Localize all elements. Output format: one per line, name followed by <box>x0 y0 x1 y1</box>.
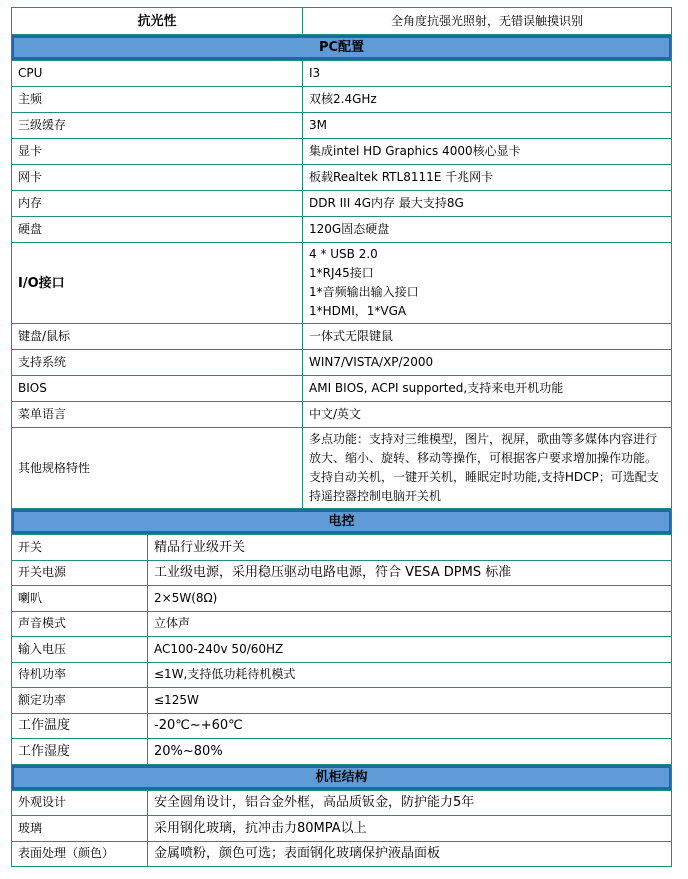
row-label: 外观设计 <box>12 790 148 816</box>
row-label: 硬盘 <box>12 217 303 243</box>
row-value: 20%~80% <box>148 739 672 765</box>
row-value: -20℃~+60℃ <box>148 713 672 739</box>
header-label: 抗光性 <box>12 8 303 35</box>
spec-sheet <box>11 7 672 867</box>
row-label: BIOS <box>12 376 303 402</box>
table-row <box>12 350 672 376</box>
row-value: 双核2.4GHz <box>303 87 672 113</box>
row-value: 中文/英文 <box>303 402 672 428</box>
row-value: 120G固态硬盘 <box>303 217 672 243</box>
row-value: ≤125W <box>148 688 672 714</box>
table-row <box>12 688 672 714</box>
table-row <box>12 560 672 586</box>
row-label: 待机功率 <box>12 662 148 688</box>
header-row <box>12 8 672 35</box>
row-value: 立体声 <box>148 611 672 637</box>
table-row <box>12 841 672 867</box>
table-row <box>12 637 672 663</box>
row-label: 输入电压 <box>12 637 148 663</box>
table-row <box>12 139 672 165</box>
row-label: 主频 <box>12 87 303 113</box>
row-value: 工业级电源，采用稳压驱动电路电源，符合 VESA DPMS 标准 <box>148 560 672 586</box>
table-row <box>12 61 672 87</box>
row-label: 三级缓存 <box>12 113 303 139</box>
table-row <box>12 87 672 113</box>
row-label: 显卡 <box>12 139 303 165</box>
section-pc <box>12 35 672 61</box>
section-pc-title: PC配置 <box>14 38 669 57</box>
row-label: 额定功率 <box>12 688 148 714</box>
row-value: 金属喷粉，颜色可选；表面钢化玻璃保护液晶面板 <box>148 841 672 867</box>
table-row <box>12 816 672 842</box>
row-value: DDR III 4G内存 最大支持8G <box>303 191 672 217</box>
spec-table-bottom <box>11 508 672 867</box>
section-cabinet <box>12 764 672 790</box>
row-label: 玻璃 <box>12 816 148 842</box>
row-label: 开关电源 <box>12 560 148 586</box>
table-row <box>12 113 672 139</box>
row-value: 安全圆角设计，铝合金外框，高品质钣金，防护能力5年 <box>148 790 672 816</box>
row-label: 键盘/鼠标 <box>12 324 303 350</box>
row-label: 工作温度 <box>12 713 148 739</box>
other-label: 其他规格特性 <box>12 428 303 509</box>
row-label: 声音模式 <box>12 611 148 637</box>
table-row <box>12 402 672 428</box>
row-value: 3M <box>303 113 672 139</box>
row-label: CPU <box>12 61 303 87</box>
io-label: I/O接口 <box>12 243 303 324</box>
row-value: 2×5W(8Ω) <box>148 586 672 612</box>
section-power <box>12 509 672 535</box>
table-row <box>12 217 672 243</box>
table-row <box>12 376 672 402</box>
spec-table-top <box>11 7 672 509</box>
io-lines <box>303 243 672 324</box>
row-value: 板载Realtek RTL8111E 千兆网卡 <box>303 165 672 191</box>
table-row <box>12 790 672 816</box>
row-value: AMI BIOS, ACPI supported,支持来电开机功能 <box>303 376 672 402</box>
table-row <box>12 165 672 191</box>
section-power-title: 电控 <box>14 512 669 531</box>
row-value: I3 <box>303 61 672 87</box>
row-value: 一体式无限键鼠 <box>303 324 672 350</box>
header-value: 全角度抗强光照射，无错误触摸识别 <box>303 8 672 35</box>
row-value: 集成intel HD Graphics 4000核心显卡 <box>303 139 672 165</box>
row-value: WIN7/VISTA/XP/2000 <box>303 350 672 376</box>
row-label: 菜单语言 <box>12 402 303 428</box>
row-value: AC100-240v 50/60HZ <box>148 637 672 663</box>
row-value: ≤1W,支持低功耗待机模式 <box>148 662 672 688</box>
row-label: 工作湿度 <box>12 739 148 765</box>
row-label: 支持系统 <box>12 350 303 376</box>
other-value: 多点功能：支持对三维模型，图片，视屏，歌曲等多媒体内容进行放大、缩小、旋转、移动等操作，可根据客户要求增加操作功能。支持自动关机，一键开关机，睡眠定时功能,支持HDCP；可选配支持遥控器控制电脑开关机 <box>303 428 672 509</box>
table-row <box>12 662 672 688</box>
table-row <box>12 191 672 217</box>
io-line: 1*RJ45接口 <box>309 266 374 280</box>
table-row <box>12 611 672 637</box>
table-row <box>12 586 672 612</box>
table-row <box>12 713 672 739</box>
io-line: 1*音频输出输入接口 <box>309 285 419 299</box>
row-label: 开关 <box>12 535 148 561</box>
section-cabinet-title: 机柜结构 <box>14 768 669 787</box>
other-row <box>12 428 672 509</box>
io-line: 4 * USB 2.0 <box>309 247 378 261</box>
io-row <box>12 243 672 324</box>
io-line: 1*HDMI，1*VGA <box>309 304 407 318</box>
table-row <box>12 739 672 765</box>
table-row <box>12 535 672 561</box>
table-row <box>12 324 672 350</box>
row-label: 内存 <box>12 191 303 217</box>
row-value: 精品行业级开关 <box>148 535 672 561</box>
row-label: 喇叭 <box>12 586 148 612</box>
row-value: 采用钢化玻璃，抗冲击力80MPA以上 <box>148 816 672 842</box>
row-label: 网卡 <box>12 165 303 191</box>
row-label: 表面处理（颜色） <box>12 841 148 867</box>
